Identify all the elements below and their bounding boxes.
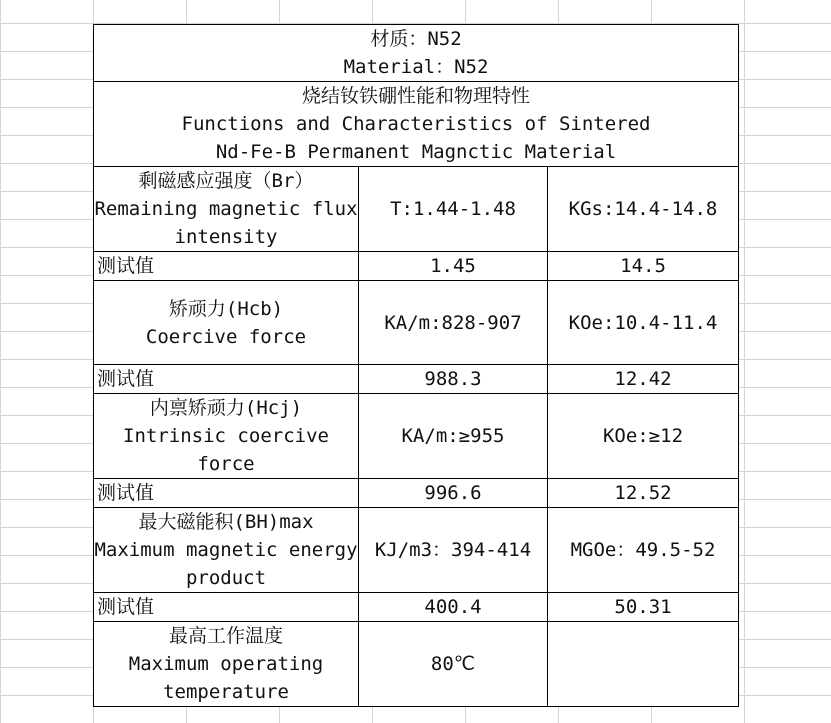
spec-cgs-cell[interactable]: KOe:10.4-11.4 bbox=[548, 281, 739, 365]
title-header-row bbox=[94, 82, 739, 167]
test-row-bhmax bbox=[94, 593, 739, 622]
spec-si-cell[interactable]: T:1.44-1.48 bbox=[359, 167, 548, 252]
property-row-max-temp bbox=[94, 622, 739, 707]
spec-cgs-cell[interactable]: KGs:14.4-14.8 bbox=[548, 167, 739, 252]
title-en-line1: Functions and Characteristics of Sintered bbox=[181, 113, 651, 135]
title-cn: 烧结钕铁硼性能和物理特性 bbox=[302, 85, 531, 107]
test-si-cell[interactable]: 1.45 bbox=[359, 252, 548, 281]
property-label-cell[interactable] bbox=[94, 508, 359, 593]
property-label-cn: 内禀矫顽力(Hcj) bbox=[149, 397, 303, 419]
property-label-en-line1: Maximum operating bbox=[128, 653, 324, 675]
test-cgs-cell[interactable]: 12.52 bbox=[548, 479, 739, 508]
test-row-br bbox=[94, 252, 739, 281]
material-spec-table bbox=[93, 24, 739, 707]
test-cgs-cell[interactable]: 12.42 bbox=[548, 365, 739, 394]
title-header-cell[interactable] bbox=[94, 82, 739, 167]
property-label-cell[interactable] bbox=[94, 167, 359, 252]
property-row-hcb bbox=[94, 281, 739, 365]
property-label-en-line1: Remaining magnetic flux bbox=[94, 198, 358, 220]
material-label-cn: 材质：N52 bbox=[370, 28, 462, 50]
material-label-en: Material：N52 bbox=[343, 56, 489, 78]
test-cgs-cell[interactable]: 14.5 bbox=[548, 252, 739, 281]
material-header-cell[interactable] bbox=[94, 25, 739, 82]
property-row-bhmax bbox=[94, 508, 739, 593]
spec-cgs-cell[interactable]: KOe:≥12 bbox=[548, 394, 739, 479]
property-label-cn: 最大磁能积(BH)max bbox=[138, 511, 314, 533]
property-row-br bbox=[94, 167, 739, 252]
test-label-cell[interactable]: 测试值 bbox=[94, 593, 359, 622]
property-label-en-line2: intensity bbox=[174, 226, 278, 248]
property-label-en-line1: Coercive force bbox=[145, 325, 307, 348]
material-header-row bbox=[94, 25, 739, 82]
test-si-cell[interactable]: 988.3 bbox=[359, 365, 548, 394]
test-cgs-cell[interactable]: 50.31 bbox=[548, 593, 739, 622]
property-label-cell[interactable] bbox=[94, 394, 359, 479]
property-label-cn: 剩磁感应强度（Br） bbox=[138, 170, 314, 192]
spec-si-cell[interactable]: KA/m:828-907 bbox=[359, 281, 548, 365]
property-label-cell[interactable] bbox=[94, 622, 359, 707]
test-si-cell[interactable]: 996.6 bbox=[359, 479, 548, 508]
test-label-cell[interactable]: 测试值 bbox=[94, 479, 359, 508]
property-label-cn: 最高工作温度 bbox=[168, 625, 283, 647]
property-label-cn: 矫顽力(Hcb) bbox=[168, 297, 284, 320]
property-label-en-line1: Maximum magnetic energy bbox=[94, 539, 358, 561]
property-label-en-line2: temperature bbox=[163, 681, 289, 703]
spec-si-cell[interactable]: KA/m:≥955 bbox=[359, 394, 548, 479]
spec-si-cell[interactable]: 80℃ bbox=[359, 622, 548, 707]
property-label-en-line2: product bbox=[185, 567, 267, 589]
spec-cgs-cell[interactable]: MGOe：49.5-52 bbox=[548, 508, 739, 593]
test-label-cell[interactable]: 测试值 bbox=[94, 365, 359, 394]
property-label-en-line2: force bbox=[197, 453, 255, 475]
test-label-cell[interactable]: 测试值 bbox=[94, 252, 359, 281]
test-si-cell[interactable]: 400.4 bbox=[359, 593, 548, 622]
property-label-cell[interactable] bbox=[94, 281, 359, 365]
title-en-line2: Nd-Fe-B Permanent Magnctic Material bbox=[215, 141, 617, 163]
spec-cgs-cell[interactable] bbox=[548, 622, 739, 707]
property-row-hcj bbox=[94, 394, 739, 479]
spec-si-cell[interactable]: KJ/m3：394-414 bbox=[359, 508, 548, 593]
property-label-en-line1: Intrinsic coercive bbox=[123, 425, 329, 447]
test-row-hcj bbox=[94, 479, 739, 508]
test-row-hcb bbox=[94, 365, 739, 394]
